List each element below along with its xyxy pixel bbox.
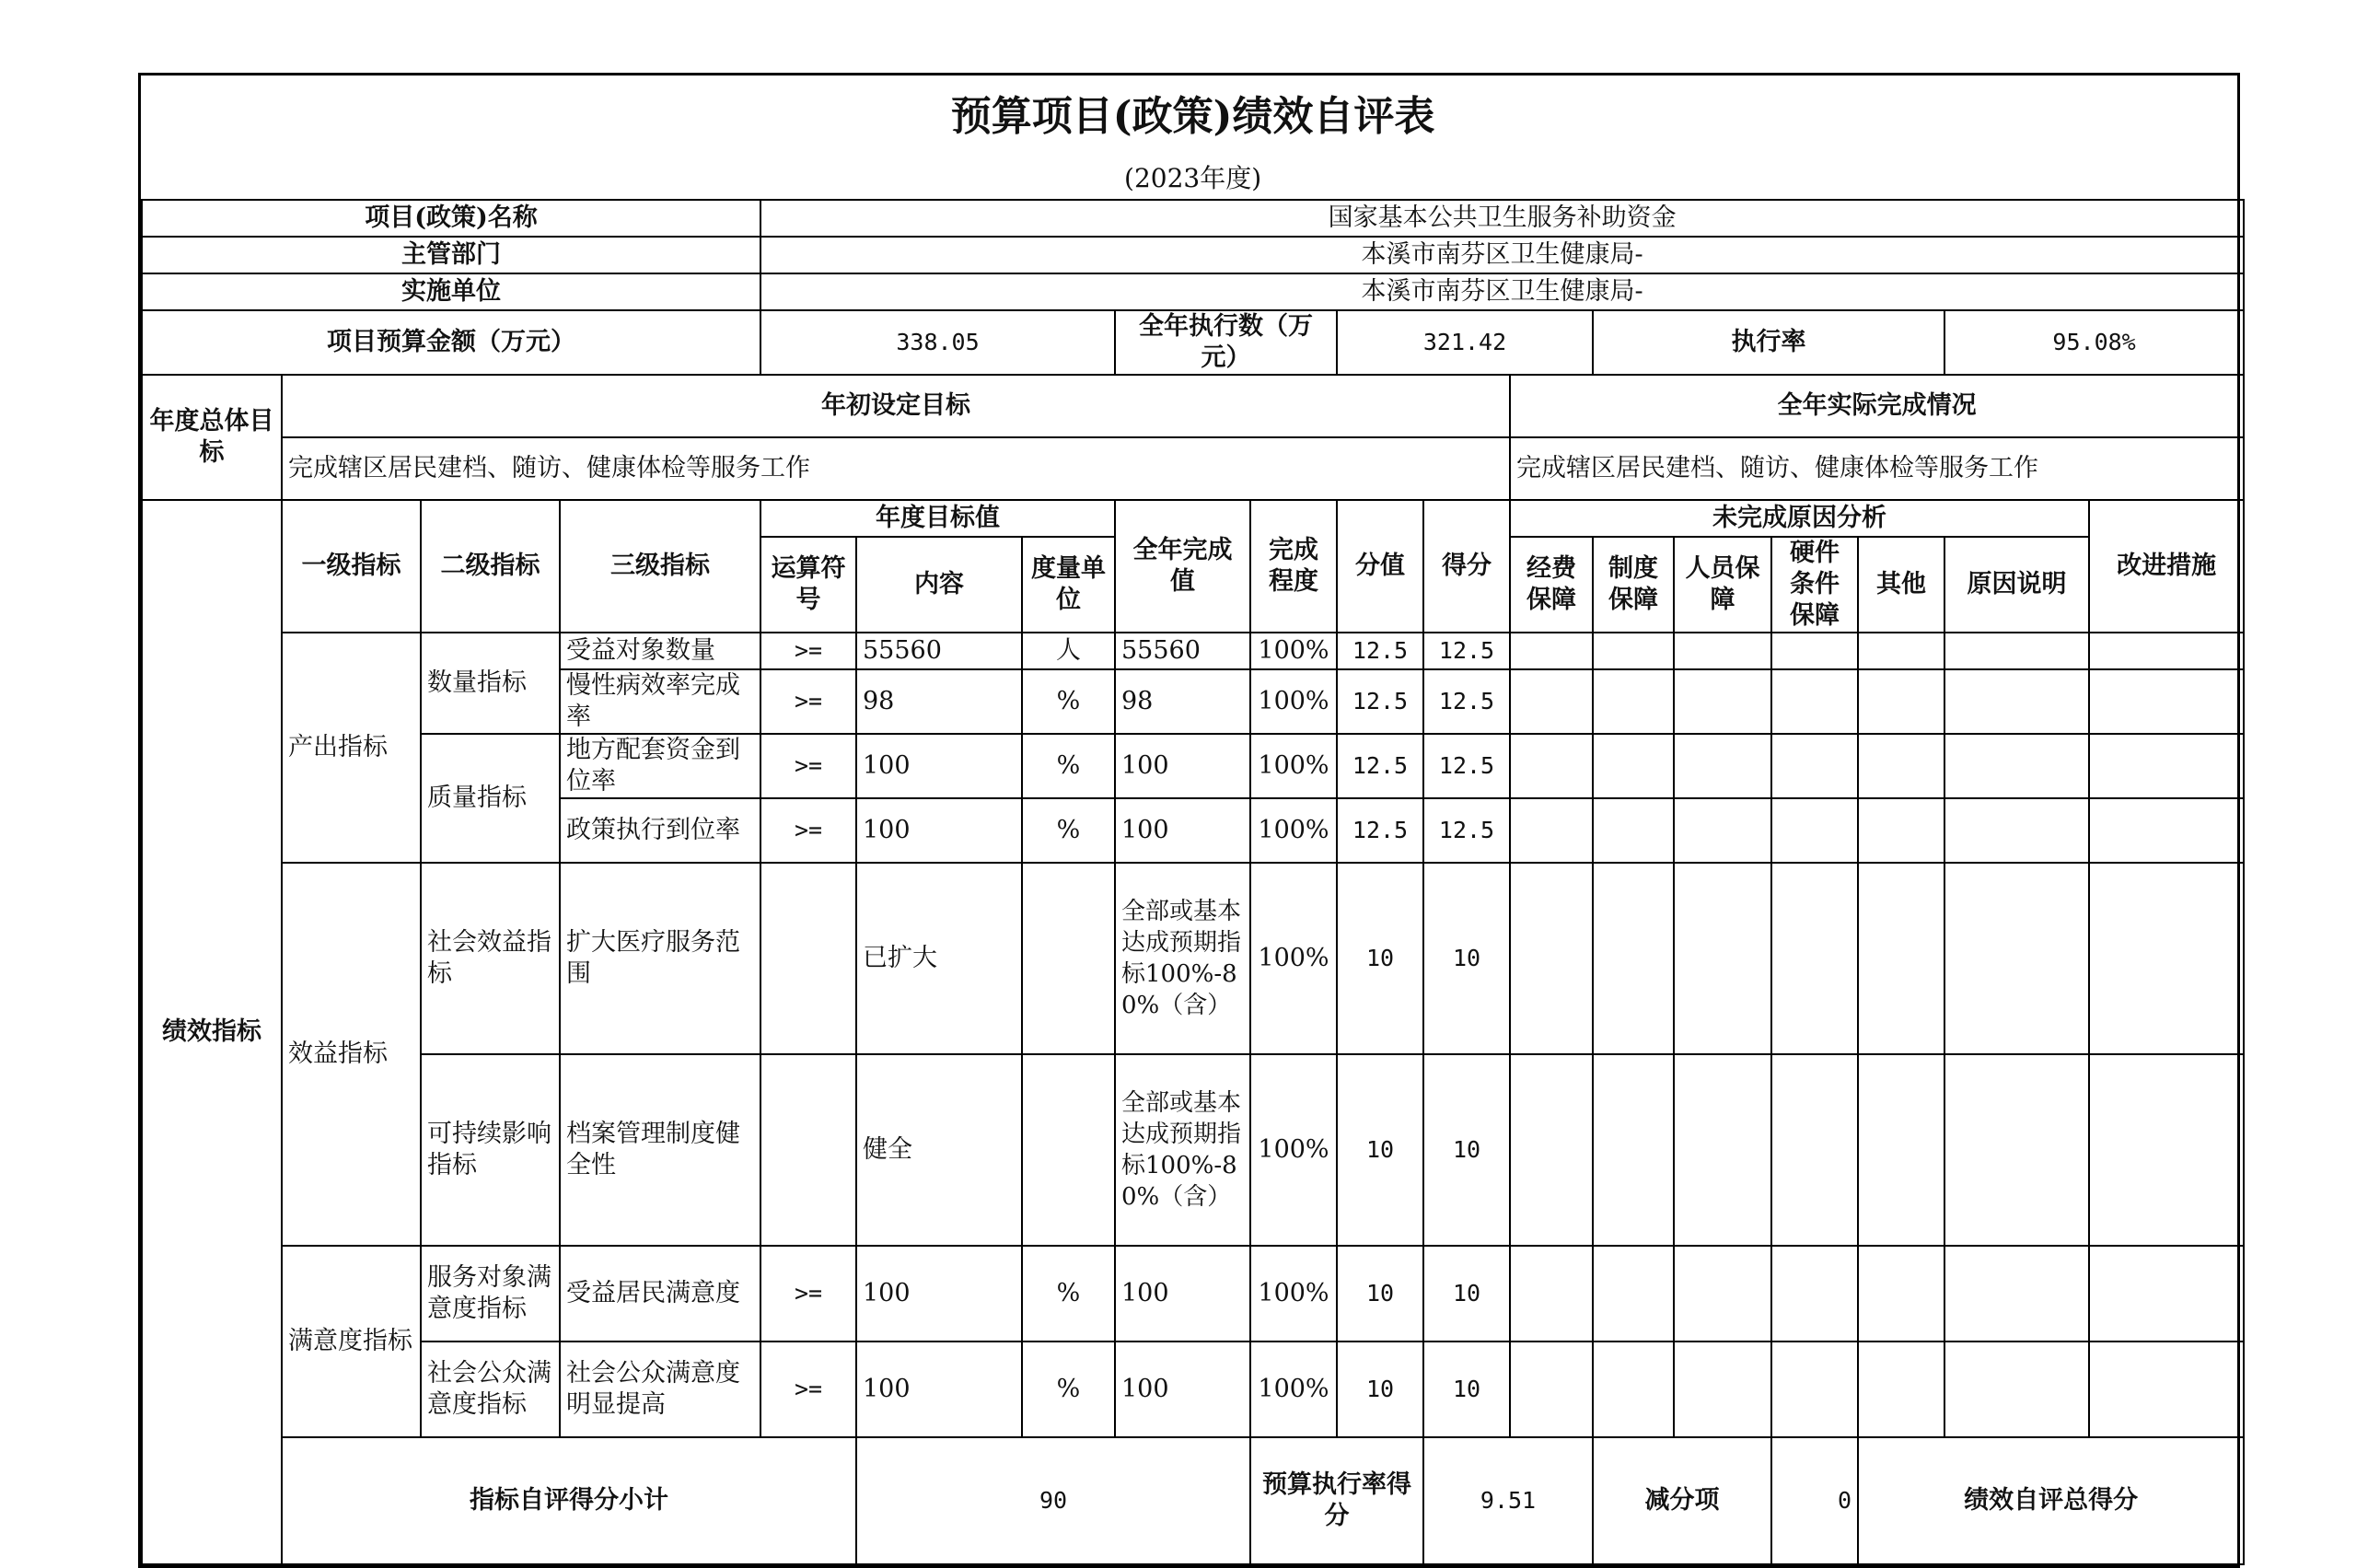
empty-cell [1593,633,1674,669]
col-reason-note: 原因说明 [1944,537,2089,633]
actual-cell: 全部或基本达成预期指标100%-80%（含） [1115,863,1250,1054]
degree-cell: 100% [1250,1054,1337,1246]
empty-cell [1510,1246,1593,1342]
annual-goal-label: 年度总体目标 [142,375,282,500]
exec-rate-value: 95.08% [1944,310,2244,375]
l3-cell: 地方配套资金到位率 [560,734,760,798]
op-cell: >= [760,633,856,669]
op-cell: >= [760,734,856,798]
budget-score-value: 9.51 [1423,1437,1593,1564]
l3-cell: 档案管理制度健全性 [560,1054,760,1246]
empty-cell [1674,734,1771,798]
l2-social: 社会效益指标 [421,863,560,1054]
col-content: 内容 [856,537,1022,633]
unit-cell [1022,863,1115,1054]
col-actual: 全年完成值 [1115,500,1250,633]
col-improve: 改进措施 [2089,500,2244,633]
score-cell: 10 [1337,863,1423,1054]
empty-cell [1674,798,1771,863]
table-row [142,1342,2244,1437]
empty-cell [1944,798,2089,863]
content-cell: 100 [856,798,1022,863]
empty-cell [1510,734,1593,798]
unit-cell: % [1022,1246,1115,1342]
table-row [142,863,2244,1054]
empty-cell [1593,798,1674,863]
content-cell: 98 [856,669,1022,734]
empty-cell [1771,669,1858,734]
op-cell [760,863,856,1054]
empty-cell [1858,1342,1944,1437]
col-score: 分值 [1337,500,1423,633]
empty-cell [1858,633,1944,669]
empty-cell [1510,863,1593,1054]
empty-cell [1674,633,1771,669]
l1-output: 产出指标 [282,633,421,863]
op-cell: >= [760,1246,856,1342]
initial-goal-header: 年初设定目标 [282,375,1510,437]
empty-cell [1593,1246,1674,1342]
col-got: 得分 [1423,500,1510,633]
l3-cell: 社会公众满意度明显提高 [560,1342,760,1437]
empty-cell [1858,798,1944,863]
empty-cell [1771,863,1858,1054]
total-score-label: 绩效自评总得分 [1858,1437,2244,1564]
empty-cell [1944,1054,2089,1246]
col-reason-staff: 人员保障 [1674,537,1771,633]
dept-value: 本溪市南芬区卫生健康局- [760,237,2244,273]
content-cell: 已扩大 [856,863,1022,1054]
got-cell: 12.5 [1423,734,1510,798]
empty-cell [1674,1054,1771,1246]
unit-cell: % [1022,798,1115,863]
deduct-label: 减分项 [1593,1437,1771,1564]
l2-quality: 质量指标 [421,734,560,863]
impl-unit-label: 实施单位 [142,273,760,310]
empty-cell [2089,734,2244,798]
perf-indicator-label: 绩效指标 [142,500,282,1564]
col-reason-group: 未完成原因分析 [1510,500,2089,537]
unit-cell [1022,1054,1115,1246]
col-level3: 三级指标 [560,500,760,633]
empty-cell [1858,1054,1944,1246]
actual-goal-header: 全年实际完成情况 [1510,375,2244,437]
table-row [142,1246,2244,1342]
empty-cell [1771,633,1858,669]
op-cell: >= [760,798,856,863]
empty-cell [1858,669,1944,734]
l3-cell: 慢性病效率完成率 [560,669,760,734]
got-cell: 10 [1423,1342,1510,1437]
op-cell: >= [760,1342,856,1437]
col-reason-system: 制度保障 [1593,537,1674,633]
empty-cell [1510,669,1593,734]
score-cell: 12.5 [1337,669,1423,734]
budget-amount-value: 338.05 [760,310,1115,375]
empty-cell [1944,1246,2089,1342]
l1-satisfy: 满意度指标 [282,1246,421,1437]
actual-cell: 100 [1115,1342,1250,1437]
actual-cell: 100 [1115,798,1250,863]
empty-cell [1510,798,1593,863]
budget-score-label: 预算执行率得分 [1250,1437,1423,1564]
degree-cell: 100% [1250,734,1337,798]
empty-cell [1510,633,1593,669]
empty-cell [1771,1054,1858,1246]
actual-cell: 100 [1115,1246,1250,1342]
empty-cell [1674,669,1771,734]
empty-cell [1858,1246,1944,1342]
col-op: 运算符号 [760,537,856,633]
empty-cell [1593,1054,1674,1246]
unit-cell: 人 [1022,633,1115,669]
year-label: (2023年度) [142,158,2244,200]
project-name-label: 项目(政策)名称 [142,200,760,237]
project-name-value: 国家基本公共卫生服务补助资金 [760,200,2244,237]
got-cell: 12.5 [1423,798,1510,863]
empty-cell [1944,669,2089,734]
empty-cell [1674,1246,1771,1342]
empty-cell [2089,798,2244,863]
impl-unit-value: 本溪市南芬区卫生健康局- [760,273,2244,310]
score-cell: 10 [1337,1342,1423,1437]
l3-cell: 政策执行到位率 [560,798,760,863]
score-cell: 10 [1337,1054,1423,1246]
actual-goal-text: 完成辖区居民建档、随访、健康体检等服务工作 [1510,437,2244,500]
empty-cell [1944,633,2089,669]
score-cell: 12.5 [1337,734,1423,798]
got-cell: 10 [1423,863,1510,1054]
table-row [142,633,2244,669]
col-level1: 一级指标 [282,500,421,633]
score-cell: 12.5 [1337,633,1423,669]
evaluation-table [141,75,2245,1565]
empty-cell [1944,734,2089,798]
empty-cell [1858,863,1944,1054]
actual-cell: 全部或基本达成预期指标100%-80%（含） [1115,1054,1250,1246]
empty-cell [2089,1342,2244,1437]
got-cell: 10 [1423,1054,1510,1246]
degree-cell: 100% [1250,633,1337,669]
empty-cell [2089,669,2244,734]
degree-cell: 100% [1250,669,1337,734]
empty-cell [2089,863,2244,1054]
unit-cell: % [1022,669,1115,734]
dept-label: 主管部门 [142,237,760,273]
page-title: 预算项目(政策)绩效自评表 [950,93,1435,140]
col-reason-hardware: 硬件条件保障 [1771,537,1858,633]
exec-rate-label: 执行率 [1593,310,1944,375]
deduct-value: 0 [1771,1437,1858,1564]
empty-cell [1593,863,1674,1054]
empty-cell [1593,1342,1674,1437]
unit-cell: % [1022,1342,1115,1437]
empty-cell [1510,1342,1593,1437]
actual-cell: 100 [1115,734,1250,798]
l3-cell: 受益对象数量 [560,633,760,669]
actual-cell: 98 [1115,669,1250,734]
empty-cell [2089,633,2244,669]
content-cell: 100 [856,734,1022,798]
l3-cell: 受益居民满意度 [560,1246,760,1342]
evaluation-sheet [138,73,2240,1568]
initial-goal-text: 完成辖区居民建档、随访、健康体检等服务工作 [282,437,1510,500]
empty-cell [1771,798,1858,863]
actual-cell: 55560 [1115,633,1250,669]
got-cell: 10 [1423,1246,1510,1342]
got-cell: 12.5 [1423,669,1510,734]
exec-amount-value: 321.42 [1337,310,1593,375]
degree-cell: 100% [1250,1246,1337,1342]
table-row [142,734,2244,798]
empty-cell [1674,1342,1771,1437]
empty-cell [1771,734,1858,798]
l2-service: 服务对象满意度指标 [421,1246,560,1342]
score-cell: 12.5 [1337,798,1423,863]
degree-cell: 100% [1250,798,1337,863]
unit-cell: % [1022,734,1115,798]
op-cell: >= [760,669,856,734]
empty-cell [1858,734,1944,798]
empty-cell [1771,1246,1858,1342]
content-cell: 100 [856,1246,1022,1342]
subtotal-value: 90 [856,1437,1250,1564]
col-unit: 度量单位 [1022,537,1115,633]
budget-amount-label: 项目预算金额（万元） [142,310,760,375]
empty-cell [1510,1054,1593,1246]
content-cell: 健全 [856,1054,1022,1246]
col-reason-other: 其他 [1858,537,1944,633]
got-cell: 12.5 [1423,633,1510,669]
col-target-group: 年度目标值 [760,500,1115,537]
l2-quantity: 数量指标 [421,633,560,734]
score-cell: 10 [1337,1246,1423,1342]
degree-cell: 100% [1250,1342,1337,1437]
empty-cell [1593,734,1674,798]
l2-public: 社会公众满意度指标 [421,1342,560,1437]
table-row [142,1054,2244,1246]
empty-cell [1593,669,1674,734]
degree-cell: 100% [1250,863,1337,1054]
content-cell: 55560 [856,633,1022,669]
exec-amount-label: 全年执行数（万元） [1115,310,1337,375]
empty-cell [1674,863,1771,1054]
subtotal-label: 指标自评得分小计 [282,1437,856,1564]
empty-cell [1944,863,2089,1054]
content-cell: 100 [856,1342,1022,1437]
empty-cell [1771,1342,1858,1437]
col-level2: 二级指标 [421,500,560,633]
empty-cell [2089,1246,2244,1342]
l1-benefit: 效益指标 [282,863,421,1246]
col-reason-funding: 经费保障 [1510,537,1593,633]
op-cell [760,1054,856,1246]
empty-cell [2089,1054,2244,1246]
col-degree: 完成程度 [1250,500,1337,633]
l3-cell: 扩大医疗服务范围 [560,863,760,1054]
empty-cell [1944,1342,2089,1437]
l2-sustain: 可持续影响指标 [421,1054,560,1246]
